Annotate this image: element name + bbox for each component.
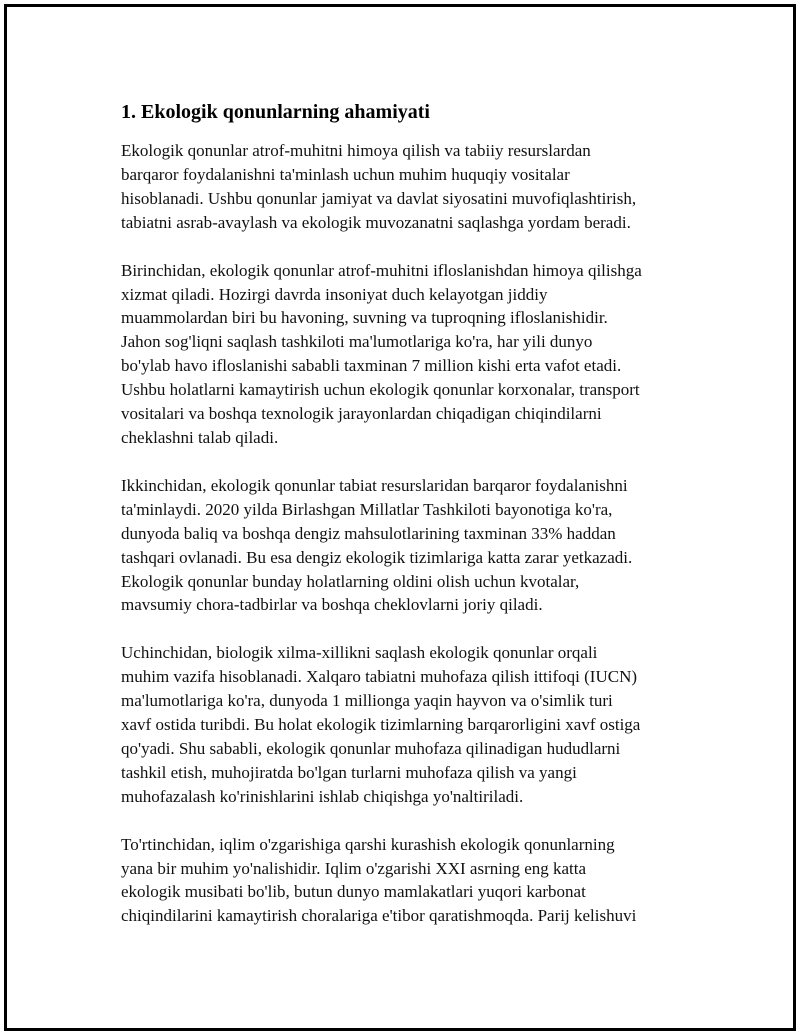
text-line: Jahon sog'liqni saqlash tashkiloti ma'lumotlariga ko'ra, har yili dunyo xyxy=(121,332,593,352)
section-heading: 1. Ekologik qonunlarning ahamiyati xyxy=(121,101,430,123)
text-line: Ushbu holatlarni kamaytirish uchun ekologik qonunlar korxonalar, transport xyxy=(121,380,640,400)
text-line: tashkil etish, muhojiratda bo'lgan turlarni muhofaza qilish va yangi xyxy=(121,762,577,782)
text-line: yana bir muhim yo'nalishidir. Iqlim o'zgarishi XXI asrning eng katta xyxy=(121,858,587,878)
text-line: qo'yadi. Shu sababli, ekologik qonunlar muhofaza qilinadigan hududlarni xyxy=(121,738,621,758)
text-line: chiqindilarini kamaytirish choralariga e'tibor qaratishmoqda. Parij kelishuvi xyxy=(121,906,637,926)
text-line: dunyoda baliq va boshqa dengiz mahsulotlarining taxminan 33% haddan xyxy=(121,523,616,543)
text-line: tashqari ovlanadi. Bu esa dengiz ekologik tizimlariga katta zarar yetkazadi. xyxy=(121,547,633,567)
text-line: ma'lumotlariga ko'ra, dunyoda 1 millionga yaqin hayvon va o'simlik turi xyxy=(121,691,613,711)
text-line: cheklashni talab qiladi. xyxy=(121,427,279,447)
text-line: mavsumiy chora-tadbirlar va boshqa cheklovlarni joriy qiladi. xyxy=(121,595,543,615)
text-line: muhofazalash ko'rinishlarini ishlab chiqishga yo'naltiriladi. xyxy=(121,786,524,806)
text-line: To'rtinchidan, iqlim o'zgarishiga qarshi kurashish ekologik qonunlarning xyxy=(121,834,615,854)
paragraph-first xyxy=(121,259,701,450)
page-frame xyxy=(4,4,796,1031)
text-line: Ikkinchidan, ekologik qonunlar tabiat resurslaridan barqaror foydalanishni xyxy=(121,475,628,495)
text-line: Ekologik qonunlar bunday holatlarning oldini olish uchun kvotalar, xyxy=(121,571,580,591)
text-line: xizmat qiladi. Hozirgi davrda insoniyat duch kelayotgan jiddiy xyxy=(121,284,548,304)
text-line: barqaror foydalanishni ta'minlash uchun muhim huquqiy vositalar xyxy=(121,164,570,184)
text-line: xavf ostida turibdi. Bu holat ekologik tizimlarning barqarorligini xavf ostiga xyxy=(121,715,641,735)
paragraph-fourth xyxy=(121,833,701,929)
text-line: muammolardan biri bu havoning, suvning va tuproqning ifloslanishidir. xyxy=(121,308,608,328)
text-line: Ekologik qonunlar atrof-muhitni himoya qilish va tabiiy resurslardan xyxy=(121,141,591,160)
text-line: Birinchidan, ekologik qonunlar atrof-muhitni ifloslanishdan himoya qilishga xyxy=(121,260,642,280)
text-line: Uchinchidan, biologik xilma-xillikni saqlash ekologik qonunlar orqali xyxy=(121,643,598,663)
text-line: tabiatni asrab-avaylash va ekologik muvozanatni saqlashga yordam beradi. xyxy=(121,212,631,232)
text-line: hisoblanadi. Ushbu qonunlar jamiyat va davlat siyosatini muvofiqlashtirish, xyxy=(121,188,637,208)
paragraph-intro xyxy=(121,139,701,235)
text-line: ta'minlaydi. 2020 yilda Birlashgan Millatlar Tashkiloti bayonotiga ko'ra, xyxy=(121,499,613,519)
text-line: bo'ylab havo ifloslanishi sababli taxminan 7 million kishi erta vafot etadi. xyxy=(121,356,622,376)
document-body xyxy=(121,99,701,952)
text-line: ekologik musibati bo'lib, butun dunyo mamlakatlari yuqori karbonat xyxy=(121,882,586,902)
paragraph-third xyxy=(121,641,701,808)
text-line: muhim vazifa hisoblanadi. Xalqaro tabiatni muhofaza qilish ittifoqi (IUCN) xyxy=(121,667,638,687)
paragraph-second xyxy=(121,474,701,617)
text-line: vositalari va boshqa texnologik jarayonlardan chiqadigan chiqindilarni xyxy=(121,404,602,424)
